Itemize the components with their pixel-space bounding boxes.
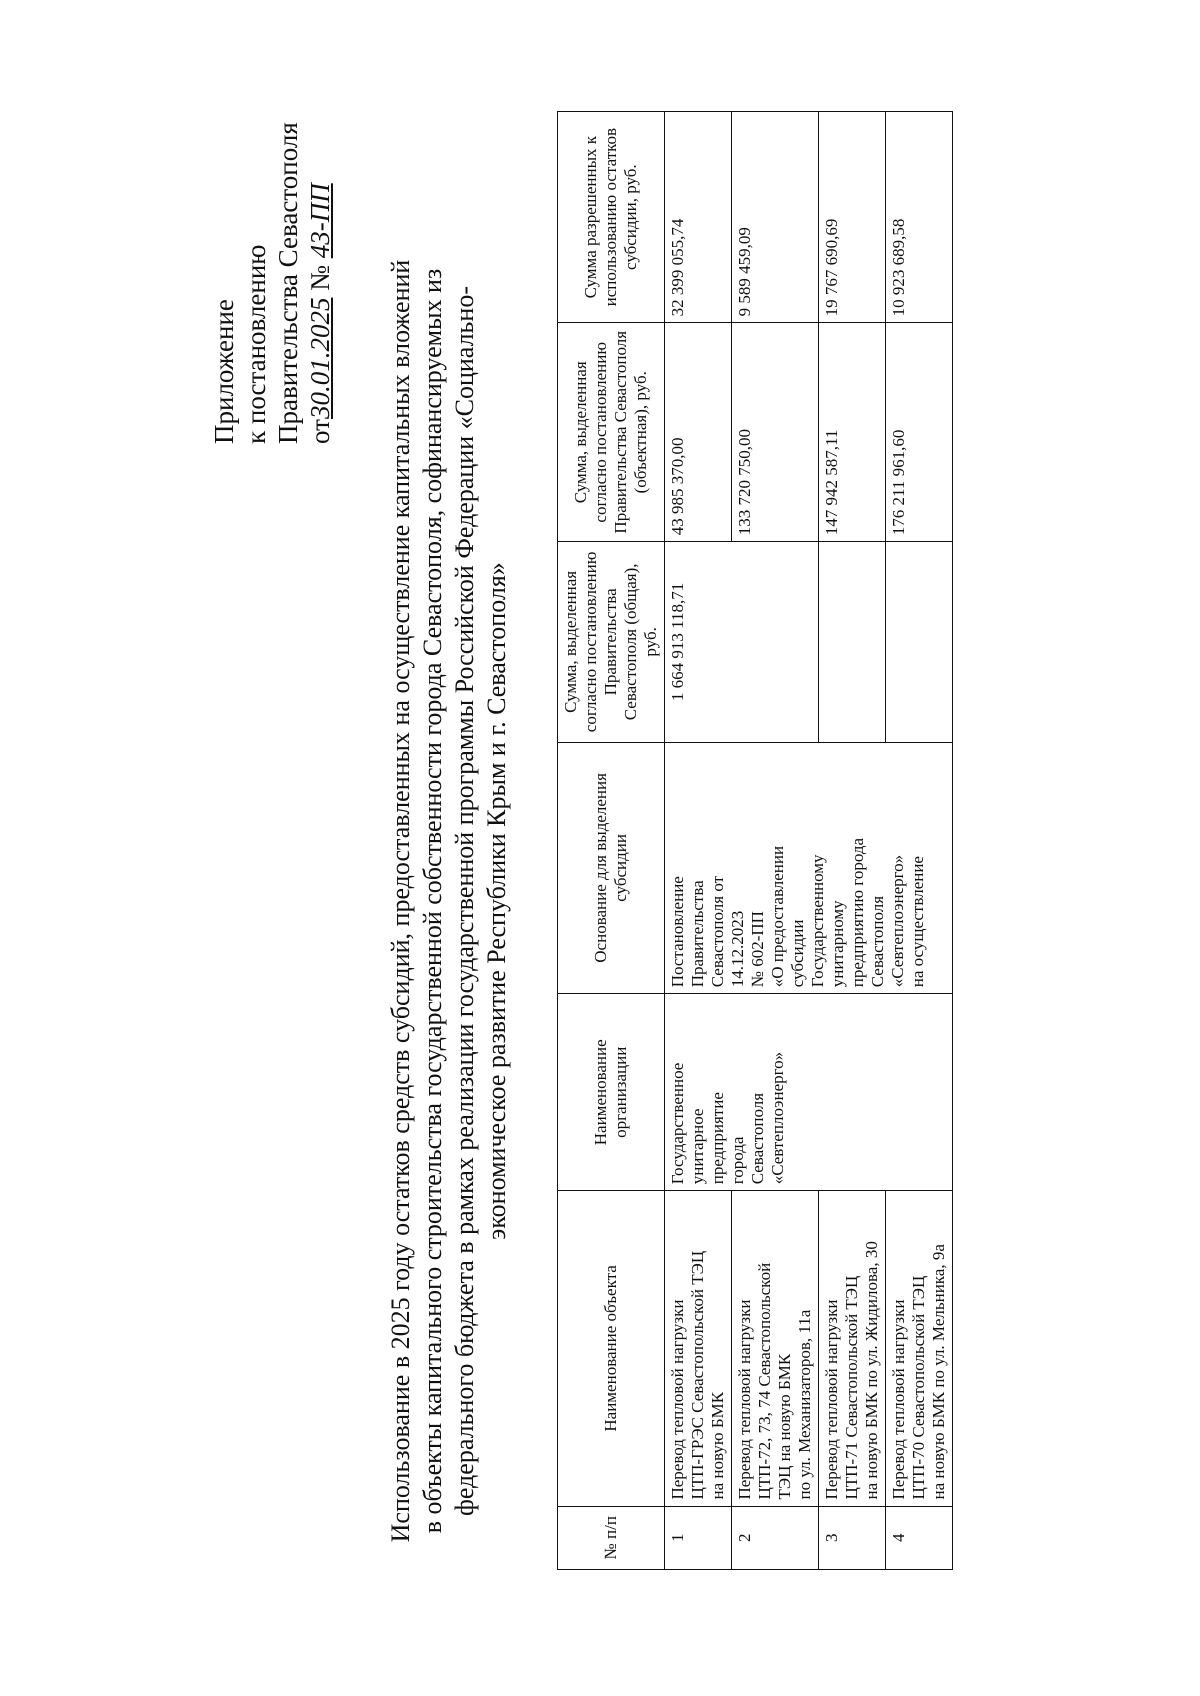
organization-name: Государственное унитарное предприятие города Севастополя «Севтеплоэнерго» (665, 994, 953, 1191)
object-name: Перевод тепловой нагрузки ЦТП-71 Севастопольской ТЭЦ на новую БМК по ул. Жидилова, 30 (819, 1191, 886, 1506)
allowed-sum: 9 589 459,09 (732, 112, 819, 323)
allowed-sum: 10 923 689,58 (886, 112, 953, 323)
header-allowed-sum: Сумма разрешенных к использованию остатков субсидии, руб. (558, 112, 665, 323)
table-row (665, 112, 732, 1570)
appendix-line-1: Приложение (209, 299, 239, 444)
header-total-sum: Сумма, выделенная согласно постановлению Правительства Севастополя (общая), руб. (558, 542, 665, 742)
subsidy-basis: Постановление Правительства Севастополя от 14.12.2023 № 602-ПП «О предоставлении субсидии Государственному унитарному предприятию города Севастополя «Севтеплоэнерго» на осуществление (665, 742, 953, 994)
appendix-block (208, 122, 336, 444)
header-object-sum: Сумма, выделенная согласно постановлению Правительства Севастополя (объектная), руб. (558, 323, 665, 542)
header-number: № п/п (558, 1506, 665, 1569)
empty-total-cell (886, 542, 953, 742)
row-number: 2 (732, 1506, 819, 1569)
header-organization: Наименование организации (558, 994, 665, 1191)
appendix-line-3: Правительства Севастополя (273, 122, 303, 444)
row-number: 1 (665, 1506, 732, 1569)
allowed-sum: 32 399 055,74 (665, 112, 732, 323)
allowed-sum: 19 767 690,69 (819, 112, 886, 323)
handwritten-number: 43-ПП (305, 183, 335, 259)
document-title: Использование в 2025 году остатков средств субсидий, предоставленных на осуществление капитальных вложений в объекты капитального строительства государственной собственности города Севастополя, софинансируемых из федерального бюджета в рамках реализации государственной программы Российской Федерации «Социально-экономическое развитие Республики Крым и г. Севастополя» (386, 259, 511, 1543)
appendix-line-2: к постановлению (241, 244, 271, 444)
subsidy-table (557, 111, 953, 1570)
appendix-line-4 (304, 122, 336, 444)
header-basis: Основание для выделения субсидии (558, 742, 665, 994)
header-object: Наименование объекта (558, 1191, 665, 1506)
row-number: 3 (819, 1506, 886, 1569)
object-sum: 133 720 750,00 (732, 323, 819, 542)
handwritten-date: 30.01.2025 (305, 297, 335, 420)
empty-total-cell (819, 542, 886, 742)
object-sum: 147 942 587,11 (819, 323, 886, 542)
table-header-row (558, 112, 665, 1570)
row-number: 4 (886, 1506, 953, 1569)
object-sum: 43 985 370,00 (665, 323, 732, 542)
object-name: Перевод тепловой нагрузки ЦТП-ГРЭС Севастопольской ТЭЦ на новую БМК (665, 1191, 732, 1506)
object-name: Перевод тепловой нагрузки ЦТП-72, 73, 74 Севастопольской ТЭЦ на новую БМК по ул. Механизаторов, 11а (732, 1191, 819, 1506)
number-sign: № (305, 265, 335, 291)
date-prefix: от (305, 419, 335, 444)
object-sum: 176 211 961,60 (886, 323, 953, 542)
total-sum: 1 664 913 118,71 (665, 542, 819, 742)
object-name: Перевод тепловой нагрузки ЦТП-70 Севастопольской ТЭЦ на новую БМК по ул. Мельника, 9а (886, 1191, 953, 1506)
